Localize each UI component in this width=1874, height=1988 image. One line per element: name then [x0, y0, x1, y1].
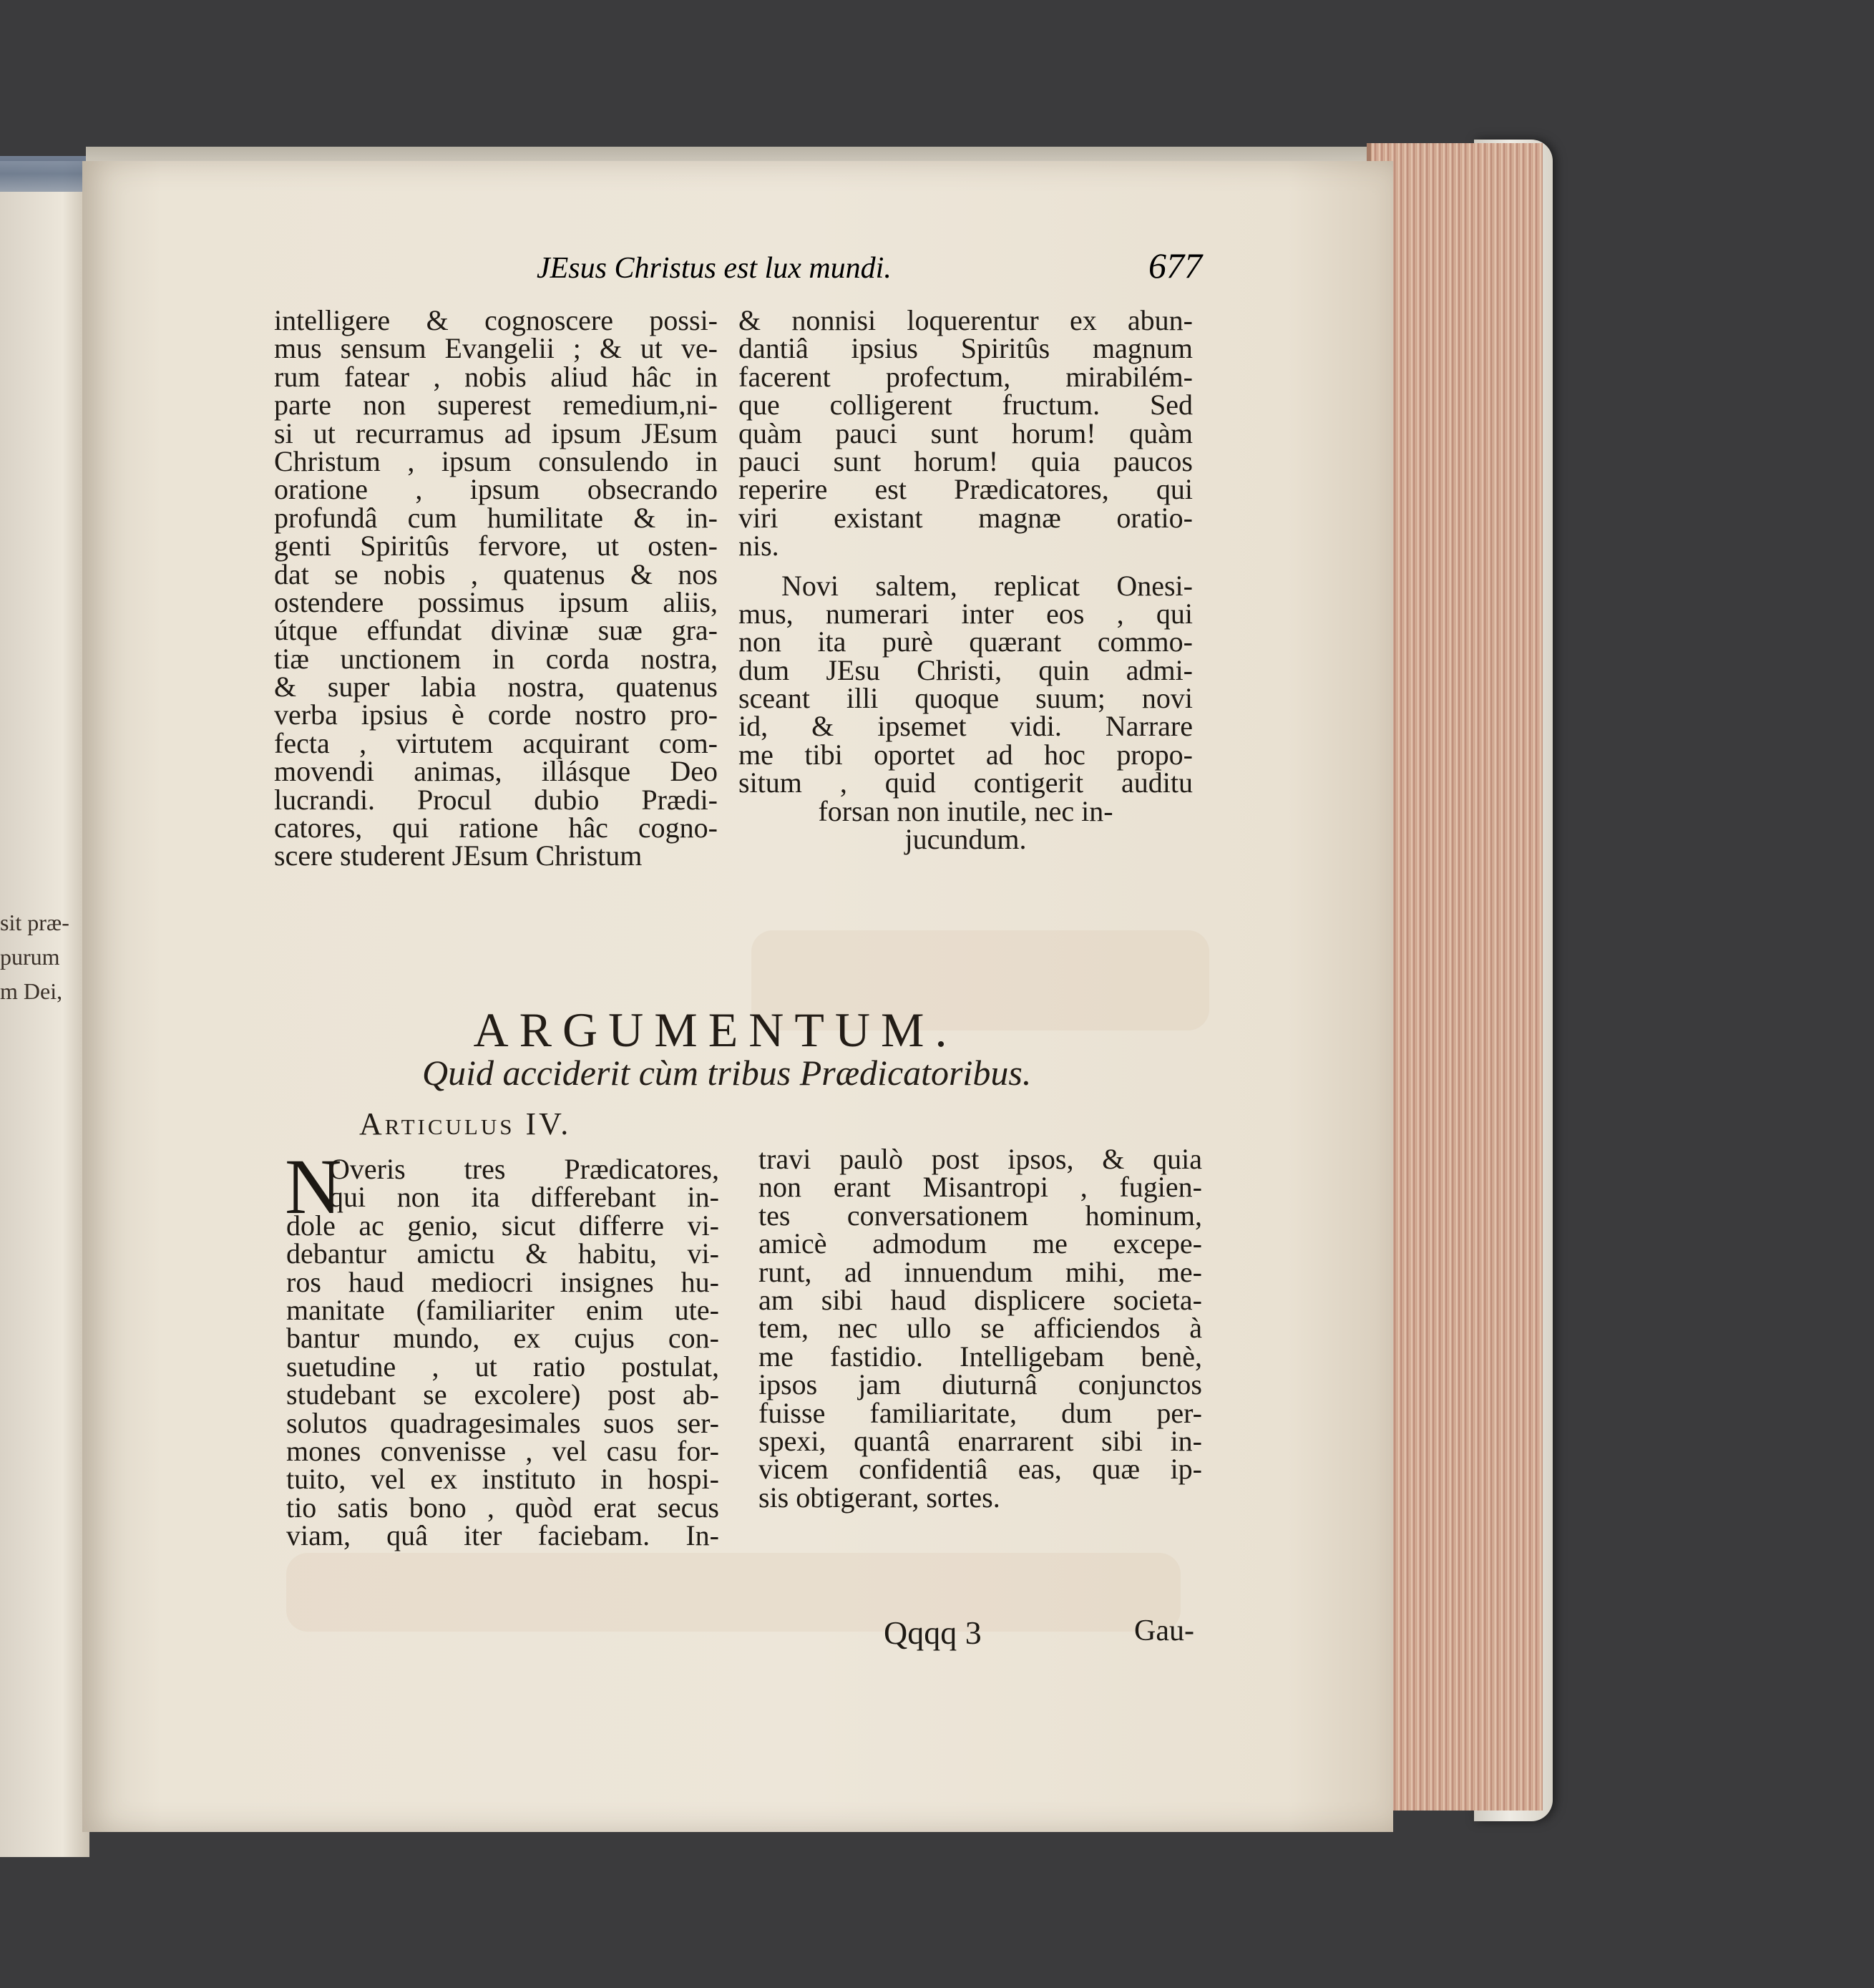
- text-line: dum JEsu Christi, quin admi-: [738, 653, 1193, 686]
- running-head: [537, 245, 1202, 288]
- text-line: me fastidio. Intelligebam benè,: [758, 1340, 1202, 1373]
- text-line: oratione , ipsum obsecrando: [274, 473, 718, 506]
- text-line: scere studerent JEsum Christum: [274, 839, 643, 872]
- text-line: fuisse familiaritate, dum per-: [758, 1396, 1202, 1429]
- previous-page-fragments: [0, 905, 69, 1008]
- text-line: tio satis bono , quòd erat secus: [286, 1491, 719, 1524]
- text-line: Overis tres Prædicatores,: [329, 1153, 719, 1185]
- fragment-line: purum: [0, 944, 60, 970]
- drop-cap: N: [285, 1143, 342, 1230]
- text-line: ipsos jam diuturnâ conjunctos: [758, 1368, 1202, 1401]
- text-line: rum fatear , nobis aliud hâc in: [274, 360, 718, 393]
- section-subheading: Quid acciderit cùm tribus Prædicatoribus.: [422, 1053, 1032, 1093]
- text-line: suetudine , ut ratio postulat,: [286, 1350, 719, 1383]
- text-line: studebant se excolere) post ab-: [286, 1378, 719, 1411]
- text-line: lucrandi. Procul dubio Prædi-: [274, 783, 718, 816]
- text-line: tes conversationem hominum,: [758, 1199, 1202, 1232]
- signature-mark: Qqqq 3: [884, 1614, 982, 1651]
- text-line: amicè admodum me excepe-: [758, 1227, 1202, 1260]
- text-line: & nonnisi loquerentur ex abun-: [738, 304, 1193, 336]
- text-column-right-bottom: [758, 1143, 1202, 1514]
- text-line: mus sensum Evangelii ; & ut ve-: [274, 332, 718, 365]
- fragment-line: m Dei,: [0, 978, 63, 1004]
- text-line: situm , quid contigerit auditu: [738, 766, 1193, 799]
- text-line: reperire est Prædicatores, qui: [738, 473, 1193, 506]
- text-line: solutos quadragesimales suos ser-: [286, 1406, 719, 1439]
- text-line: non ita purè quærant commo-: [738, 625, 1193, 658]
- previous-page-edge: [0, 161, 89, 1857]
- text-line: fecta , virtutem acquirant com-: [274, 726, 718, 759]
- text-line: debantur amictu & habitu, vi-: [286, 1237, 719, 1270]
- text-line: travi paulò post ipsos, & quia: [758, 1143, 1202, 1175]
- text-line: mones convenisse , vel casu for-: [286, 1434, 719, 1467]
- text-line: pauci sunt horum! quia paucos: [738, 444, 1193, 477]
- text-line: me tibi oportet ad hoc propo-: [738, 738, 1193, 771]
- text-line: viam, quâ iter faciebam. In-: [286, 1519, 719, 1552]
- text-column-right-top: [738, 304, 1193, 856]
- text-line: nis.: [738, 530, 779, 562]
- text-line: & super labia nostra, quatenus: [274, 671, 718, 703]
- text-line: vicem confidentiâ eas, quæ ip-: [758, 1453, 1202, 1486]
- text-line: ostendere possimus ipsum aliis,: [274, 585, 718, 618]
- text-line: forsan non inutile, nec in-: [818, 794, 1113, 827]
- text-line: dat se nobis , quatenus & nos: [274, 557, 718, 590]
- text-line: parte non superest remedium,ni-: [274, 389, 718, 422]
- text-line: Christum , ipsum consulendo in: [274, 444, 718, 477]
- catchword: Gau-: [1134, 1614, 1194, 1647]
- paper-stain: [286, 1553, 1181, 1632]
- text-line: sceant illi quoque suum; novi: [738, 682, 1193, 715]
- text-line: id, & ipsemet vidi. Narrare: [738, 710, 1193, 743]
- text-line: útque effundat divinæ suæ gra-: [274, 614, 718, 647]
- text-line: jucundum.: [904, 823, 1027, 856]
- section-heading: ARGUMENTUM.: [473, 1003, 958, 1057]
- text-column-left-bottom: [286, 1153, 719, 1552]
- page-number: 677: [1148, 245, 1202, 286]
- article-label: Articulus IV.: [359, 1106, 572, 1141]
- text-line: non erant Misantropi , fugien-: [758, 1171, 1202, 1204]
- text-line: catores, qui ratione hâc cogno-: [274, 812, 718, 844]
- text-line: am sibi haud displicere societa-: [758, 1283, 1202, 1316]
- text-line: intelligere & cognoscere possi-: [274, 304, 718, 336]
- text-line: bantur mundo, ex cujus con-: [286, 1322, 719, 1355]
- text-line: genti Spiritûs fervore, ut osten-: [274, 530, 718, 562]
- text-line: qui non ita differebant in-: [329, 1181, 719, 1214]
- text-line: que colligerent fructum. Sed: [738, 389, 1193, 422]
- text-line: movendi animas, illásque Deo: [274, 755, 718, 788]
- text-line: profundâ cum humilitate & in-: [274, 501, 718, 534]
- text-line: dole ac genio, sicut differre vi-: [286, 1209, 719, 1242]
- text-line: Novi saltem, replicat Onesi-: [781, 569, 1193, 602]
- text-line: ros haud mediocri insignes hu-: [286, 1265, 719, 1298]
- text-line: facerent profectum, mirabilém-: [738, 360, 1193, 393]
- text-line: manitate (familiariter enim ute-: [286, 1293, 719, 1326]
- text-line: spexi, quantâ enarrarent sibi in-: [758, 1424, 1202, 1457]
- fragment-line: sit præ-: [0, 910, 69, 935]
- text-line: mus, numerari inter eos , qui: [738, 597, 1193, 630]
- text-line: si ut recurramus ad ipsum JEsum: [274, 416, 718, 449]
- running-head-title: JEsus Christus est lux mundi.: [537, 252, 892, 285]
- text-line: verba ipsius è corde nostro pro-: [274, 698, 718, 731]
- text-line: dantiâ ipsius Spiritûs magnum: [738, 332, 1193, 365]
- text-line: tuito, vel ex instituto in hospi-: [286, 1463, 719, 1496]
- text-line: viri existant magnæ oratio-: [738, 501, 1193, 534]
- text-line: tiæ unctionem in corda nostra,: [274, 642, 718, 675]
- text-column-left-top: [274, 306, 718, 870]
- text-line: runt, ad innuendum mihi, me-: [758, 1255, 1202, 1288]
- text-line: quàm pauci sunt horum! quàm: [738, 416, 1193, 449]
- text-line: sis obtigerant, sortes.: [758, 1481, 1000, 1514]
- text-line: tem, nec ullo se afficiendos à: [758, 1312, 1202, 1345]
